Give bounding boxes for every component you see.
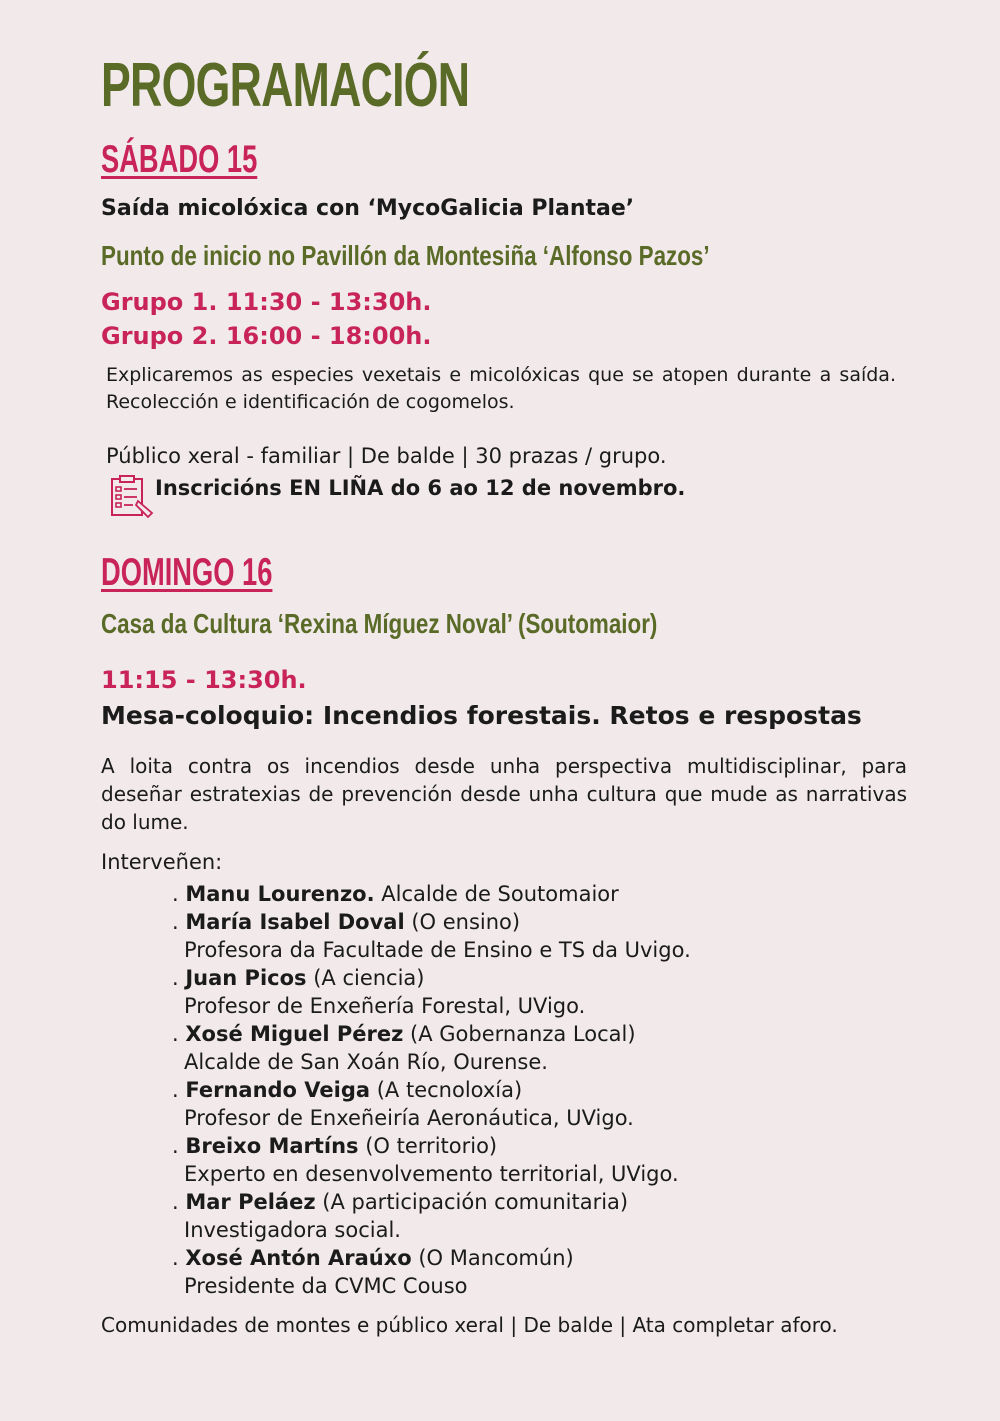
sunday-footer: Comunidades de montes e público xeral | De balde | Ata completar aforo. <box>101 1313 838 1337</box>
saturday-activity: Saída micolóxica con ‘MycoGalicia Plantae’ <box>101 196 635 221</box>
speaker-item: . Manu Lourenzo. Alcalde de Soutomaior <box>172 882 619 906</box>
speaker-topic: (A participación comunitaria) <box>315 1190 629 1214</box>
speaker-name: Mar Peláez <box>185 1190 316 1214</box>
speaker-item: . Xosé Antón Araúxo (O Mancomún) <box>172 1246 574 1270</box>
sunday-venue: Casa da Cultura ‘Rexina Míguez Noval’ (Soutomaior) <box>101 608 658 639</box>
saturday-audience: Público xeral - familiar | De balde | 30 prazas / grupo. <box>106 444 667 468</box>
speaker-name: Xosé Miguel Pérez <box>185 1022 404 1046</box>
speaker-role: Investigadora social. <box>184 1218 401 1242</box>
speaker-item: . Xosé Miguel Pérez (A Gobernanza Local) <box>172 1022 636 1046</box>
speaker-name: Manu Lourenzo. <box>185 882 375 906</box>
saturday-group2: Grupo 2. 16:00 - 18:00h. <box>101 322 432 350</box>
speaker-name: Juan Picos <box>185 966 307 990</box>
saturday-description: Explicaremos as especies vexetais e micolóxicas que se atopen durante a saída. Recolección e identificación de cogomelos. <box>106 364 896 413</box>
speaker-topic: (O ensino) <box>404 910 521 934</box>
speaker-topic: (O Mancomún) <box>411 1246 574 1270</box>
speaker-role: Experto en desenvolvemento territorial, UVigo. <box>184 1162 679 1186</box>
speaker-role: Profesor de Enxeñeiría Aeronáutica, UVigo. <box>184 1106 634 1130</box>
speaker-role: Presidente da CVMC Couso <box>184 1274 468 1298</box>
speaker-topic: (A Gobernanza Local) <box>403 1022 636 1046</box>
speakers-list <box>172 880 932 1300</box>
speaker-name: Fernando Veiga <box>185 1078 371 1102</box>
saturday-registration: Inscricións EN LIÑA do 6 ao 12 de novembro. <box>155 476 686 500</box>
sunday-time: 11:15 - 13:30h. <box>101 666 307 694</box>
page-title: PROGRAMACIÓN <box>101 51 470 120</box>
speaker-role: Profesora da Facultade de Ensino e TS da Uvigo. <box>184 938 691 962</box>
saturday-group1: Grupo 1. 11:30 - 13:30h. <box>101 288 432 316</box>
speakers-label: Interveñen: <box>101 850 223 874</box>
speaker-item: . María Isabel Doval (O ensino) <box>172 910 521 934</box>
speaker-topic: (A tecnoloxía) <box>370 1078 523 1102</box>
sunday-heading: DOMINGO 16 <box>101 551 273 594</box>
speaker-item: . Fernando Veiga (A tecnoloxía) <box>172 1078 523 1102</box>
speaker-role: Alcalde de San Xoán Río, Ourense. <box>184 1050 548 1074</box>
speaker-topic: Alcalde de Soutomaior <box>374 882 619 906</box>
sunday-description: A loita contra os incendios desde unha perspectiva multidisciplinar, para deseñar estratexias de prevención desde unha cultura que mude as narrativas do lume. <box>101 754 907 834</box>
saturday-heading: SÁBADO 15 <box>101 138 258 181</box>
speaker-topic: (A ciencia) <box>306 966 425 990</box>
speaker-name: Breixo Martíns <box>185 1134 359 1158</box>
speaker-name: María Isabel Doval <box>185 910 405 934</box>
saturday-venue: Punto de inicio no Pavillón da Montesiña ‘Alfonso Pazos’ <box>101 240 710 271</box>
speaker-topic: (O territorio) <box>358 1134 498 1158</box>
form-clipboard-icon <box>108 475 158 519</box>
speaker-role: Profesor de Enxeñería Forestal, UVigo. <box>184 994 586 1018</box>
speaker-item: . Mar Peláez (A participación comunitaria) <box>172 1190 629 1214</box>
sunday-event-title: Mesa-coloquio: Incendios forestais. Retos e respostas <box>101 701 862 730</box>
speaker-name: Xosé Antón Araúxo <box>185 1246 412 1270</box>
speaker-item: . Juan Picos (A ciencia) <box>172 966 425 990</box>
speaker-item: . Breixo Martíns (O territorio) <box>172 1134 498 1158</box>
